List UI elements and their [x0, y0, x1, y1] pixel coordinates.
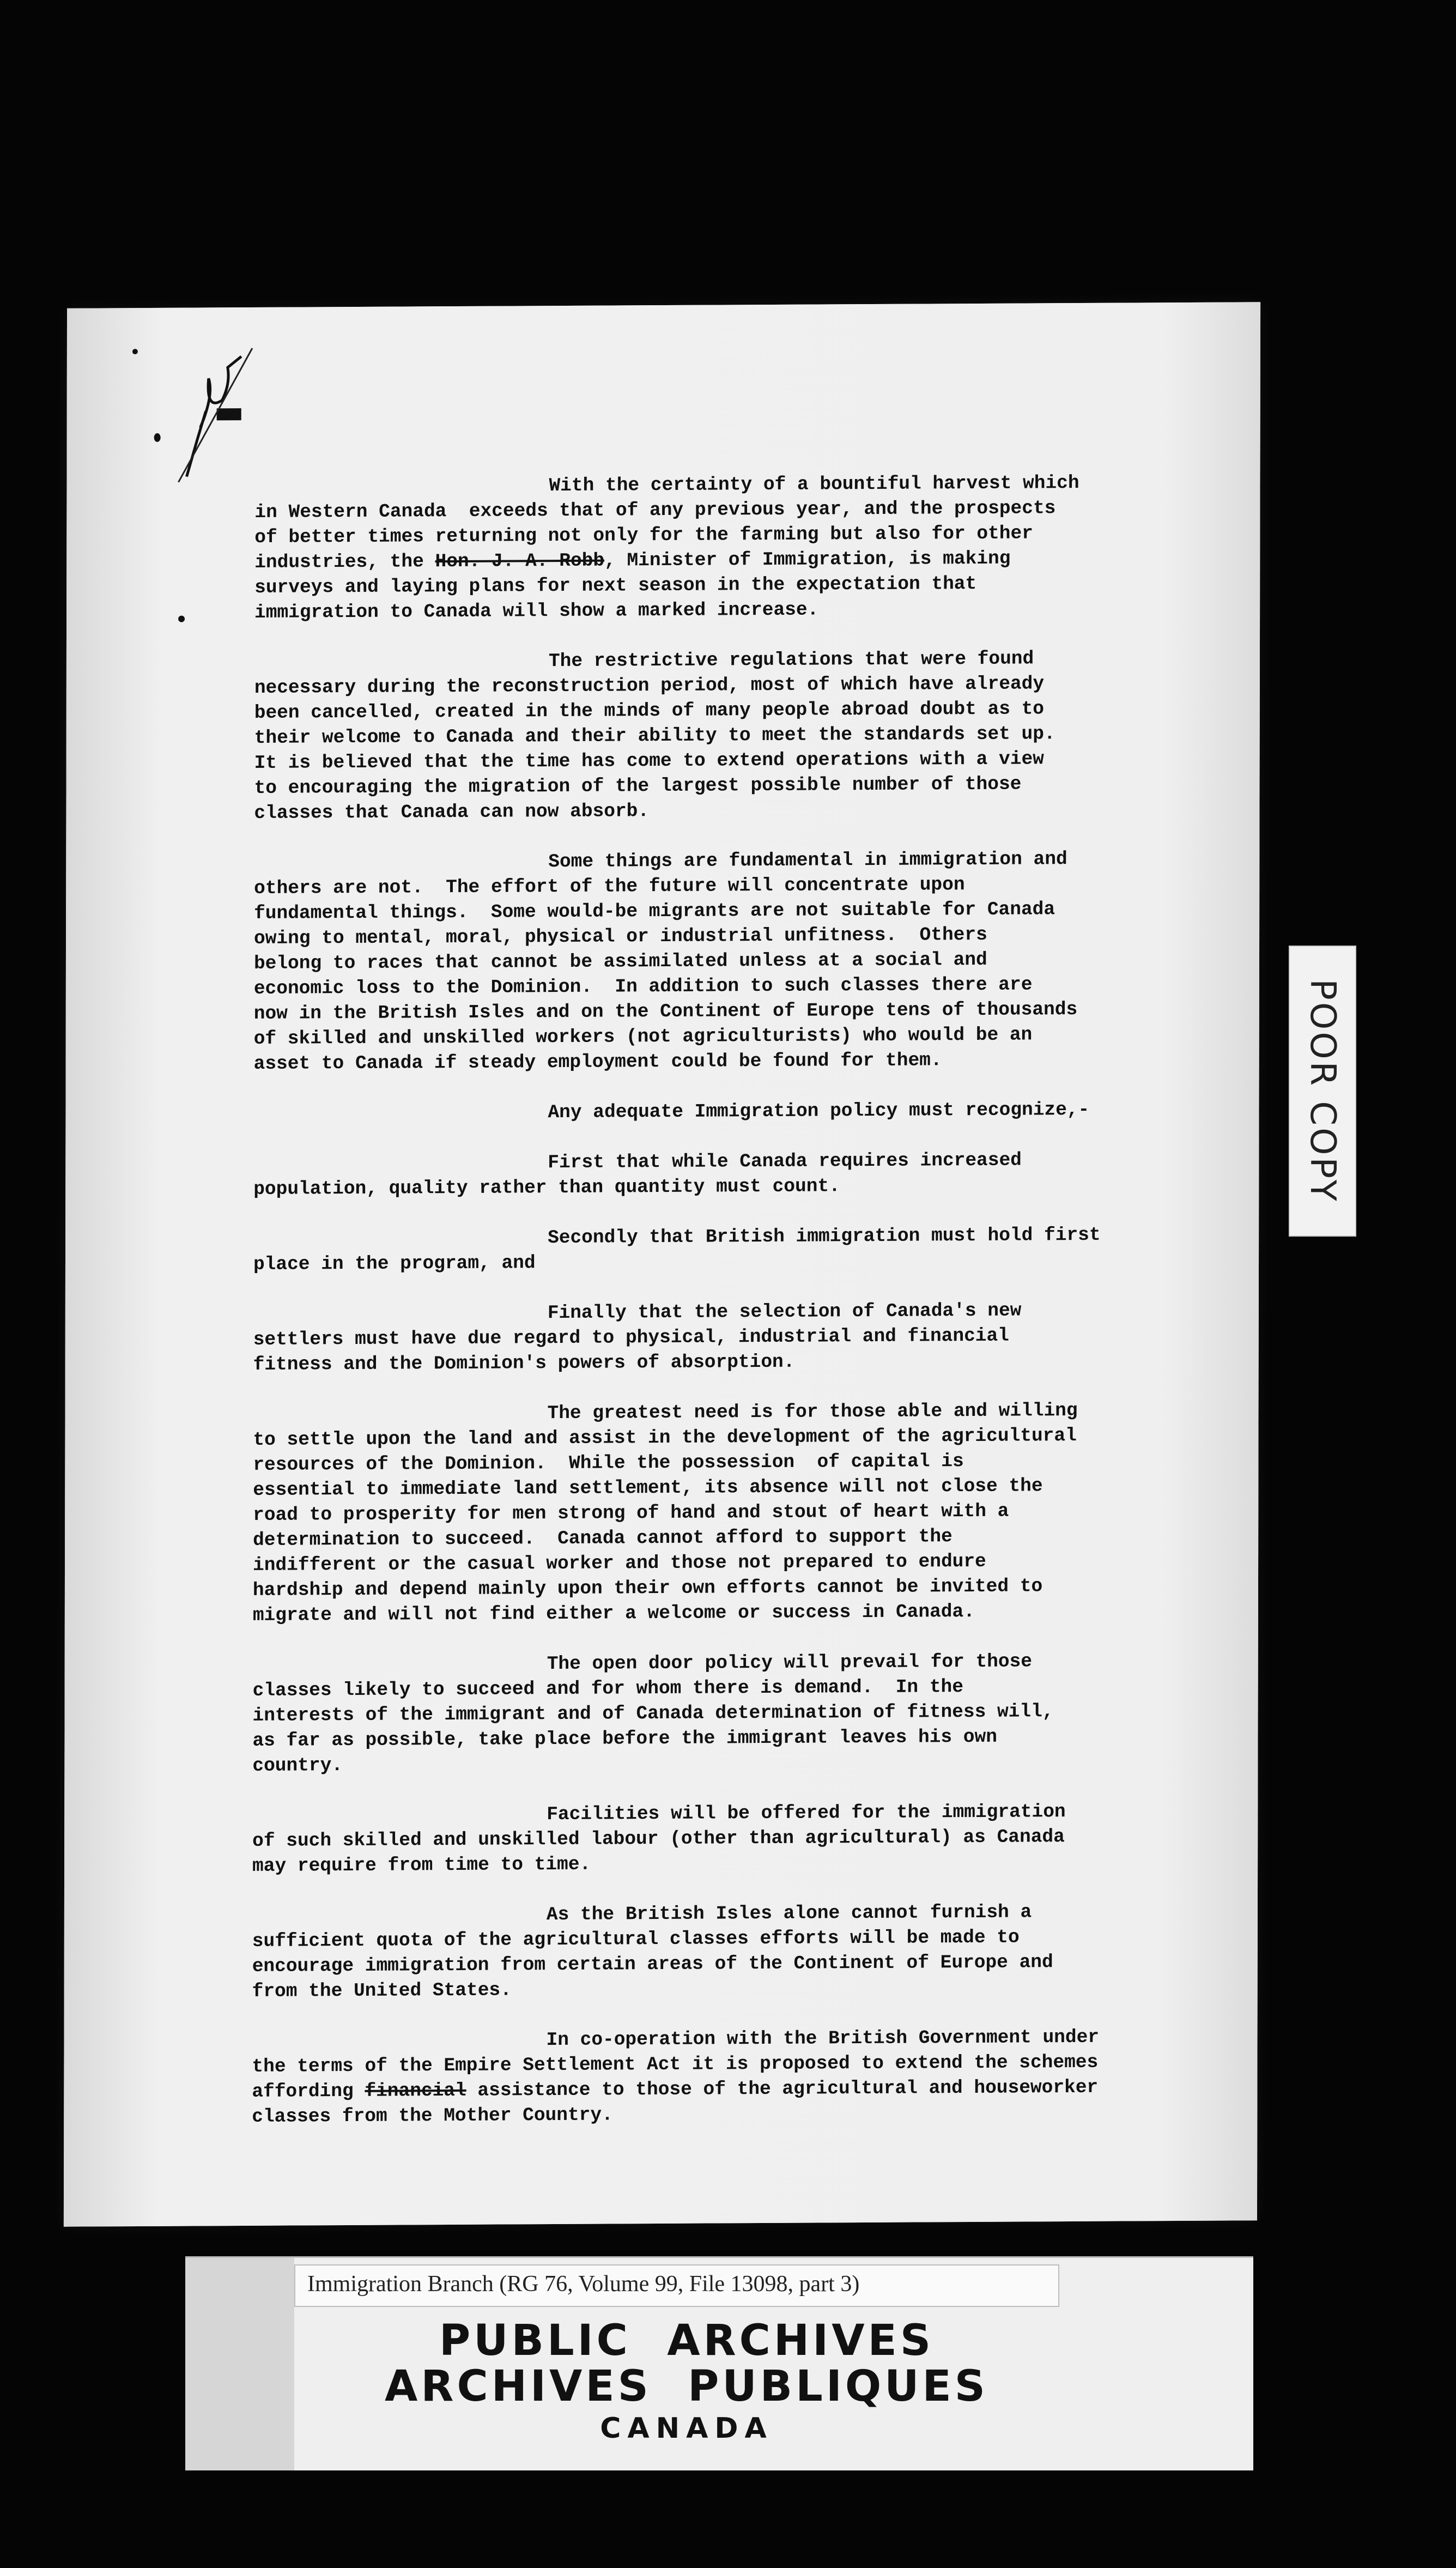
- paragraph: [252, 1799, 1179, 1879]
- archives-name-fr: ARCHIVES PUBLIQUES: [385, 2362, 988, 2411]
- text-line: of skilled and unskilled workers (not agriculturists) who would be an: [253, 1024, 1033, 1050]
- paragraph: [254, 846, 1181, 1077]
- text-line: road to prosperity for men strong of hand and stout of heart with a: [253, 1500, 1009, 1526]
- archives-name-en: PUBLIC ARCHIVES: [439, 2316, 935, 2365]
- text-line: encourage immigration from certain areas of the Continent of Europe and: [252, 1952, 1053, 1977]
- text-line: fitness and the Dominion's powers of absorption.: [253, 1351, 795, 1376]
- paragraph: [252, 2025, 1178, 2130]
- handwritten-margin-mark: [175, 346, 257, 488]
- text-line: the terms of the Empire Settlement Act it is proposed to extend the schemes: [252, 2051, 1099, 2078]
- ink-speck: [178, 616, 185, 622]
- text-line: of such skilled and unskilled labour (other than agricultural) as Canada: [252, 1826, 1065, 1852]
- text-line: necessary during the reconstruction period, most of which have already: [254, 673, 1045, 699]
- text-line: The open door policy will prevail for those: [547, 1651, 1033, 1675]
- text-line: settlers must have due regard to physical, industrial and financial: [253, 1325, 1009, 1350]
- text-line: economic loss to the Dominion. In addition to such classes there are: [253, 974, 1033, 1000]
- archives-stamp: [294, 2318, 1079, 2448]
- text-line: sufficient quota of the agricultural classes efforts will be made to: [252, 1927, 1020, 1952]
- text-line: may require from time to time.: [252, 1854, 591, 1877]
- text-line: With the certainty of a bountiful harvest which: [549, 473, 1079, 497]
- text-line: First that while Canada requires increased: [548, 1149, 1022, 1174]
- text-line: Facilities will be offered for the immigration: [547, 1801, 1066, 1826]
- text-line: Finally that the selection of Canada's new: [547, 1300, 1022, 1324]
- text-line: others are not. The effort of the future will concentrate upon: [254, 874, 965, 899]
- text-line: place in the program, and: [253, 1252, 536, 1275]
- text-line: industries, the Hon. J. A. Robb, Minister of Immigration, is making: [254, 548, 1011, 573]
- paragraph: [253, 1222, 1180, 1277]
- struck-text: Hon. J. A. Robb: [435, 550, 605, 573]
- paragraph: [253, 1147, 1180, 1202]
- paragraph: [253, 1097, 1180, 1127]
- text-line: The greatest need is for those able and willing: [547, 1400, 1078, 1425]
- text-line: essential to immediate land settlement, its absence will not close the: [253, 1475, 1043, 1501]
- text-line: classes that Canada can now absorb.: [254, 801, 650, 824]
- text-line: hardship and depend mainly upon their own efforts cannot be invited to: [252, 1576, 1043, 1601]
- text-line: immigration to Canada will show a marked increase.: [254, 599, 819, 623]
- text-line: belong to races that cannot be assimilated unless at a social and: [253, 949, 987, 974]
- text-line: classes likely to succeed and for whom there is demand. In the: [252, 1676, 964, 1701]
- text-line: Any adequate Immigration policy must recognize,-: [548, 1099, 1090, 1124]
- text-line: determination to succeed. Canada cannot afford to support the: [253, 1526, 953, 1551]
- text-line: It is believed that the time has come to extend operations with a view: [254, 748, 1044, 774]
- paragraph: [252, 1649, 1179, 1779]
- document-page: [64, 302, 1260, 2226]
- text-line: migrate and will not find either a welcome or success in Canada.: [252, 1601, 975, 1626]
- text-line: indifferent or the casual worker and those not prepared to endure: [252, 1551, 986, 1576]
- paragraph: [253, 1298, 1180, 1378]
- paragraph: [253, 1398, 1180, 1628]
- text-line: fundamental things. Some would-be migrants are not suitable for Canada: [254, 899, 1055, 924]
- text-line: their welcome to Canada and their ability to meet the standards set up.: [254, 723, 1055, 749]
- paragraph: [252, 1899, 1179, 2004]
- text-line: been cancelled, created in the minds of many people abroad doubt as to: [254, 698, 1045, 724]
- text-line: resources of the Dominion. While the possession of capital is: [253, 1451, 964, 1476]
- text-line: Some things are fundamental in immigration and: [548, 849, 1067, 873]
- text-line: country.: [252, 1755, 343, 1777]
- text-line: population, quality rather than quantity must count.: [253, 1176, 840, 1200]
- text-line: interests of the immigrant and of Canada determination of fitness will,: [252, 1701, 1054, 1727]
- label-edge: [185, 2258, 294, 2470]
- text-line: As the British Isles alone cannot furnish a: [546, 1901, 1032, 1926]
- text-line: from the United States.: [252, 1979, 512, 2002]
- paragraph: [254, 470, 1181, 626]
- text-line: The restrictive regulations that were found: [548, 648, 1034, 673]
- text-line: surveys and laying plans for next season in the expectation that: [254, 573, 977, 598]
- archive-reference: Immigration Branch (RG 76, Volume 99, File 13098, part 3): [307, 2272, 860, 2297]
- paragraph: [254, 646, 1181, 826]
- ink-speck: [132, 349, 138, 354]
- text-line: In co-operation with the British Government under: [546, 2026, 1100, 2051]
- poor-copy-label: POOR COPY: [1302, 979, 1343, 1203]
- document-body: [252, 470, 1181, 2155]
- text-line: affording financial assistance to those of the agricultural and houseworker: [252, 2076, 1099, 2103]
- text-line: to encouraging the migration of the largest possible number of those: [254, 773, 1022, 799]
- text-line: of better times returning not only for the farming but also for other: [254, 523, 1033, 548]
- text-line: owing to mental, moral, physical or industrial unfitness. Others: [253, 924, 987, 949]
- text-line: asset to Canada if steady employment could be found for them.: [253, 1050, 942, 1075]
- text-line: classes from the Mother Country.: [252, 2104, 613, 2128]
- struck-text: financial: [365, 2080, 466, 2102]
- text-line: now in the British Isles and on the Continent of Europe tens of thousands: [253, 999, 1078, 1025]
- text-line: as far as possible, take place before the immigrant leaves his own: [252, 1726, 997, 1752]
- text-line: in Western Canada exceeds that of any previous year, and the prospects: [254, 498, 1056, 523]
- archive-label: [185, 2256, 1253, 2470]
- reference-strip: [294, 2264, 1059, 2307]
- ink-speck: [154, 433, 161, 442]
- poor-copy-tag: [1289, 946, 1356, 1237]
- archives-country: CANADA: [600, 2412, 773, 2445]
- text-line: to settle upon the land and assist in the development of the agricultural: [253, 1425, 1077, 1451]
- text-line: Secondly that British immigration must hold first: [548, 1224, 1101, 1249]
